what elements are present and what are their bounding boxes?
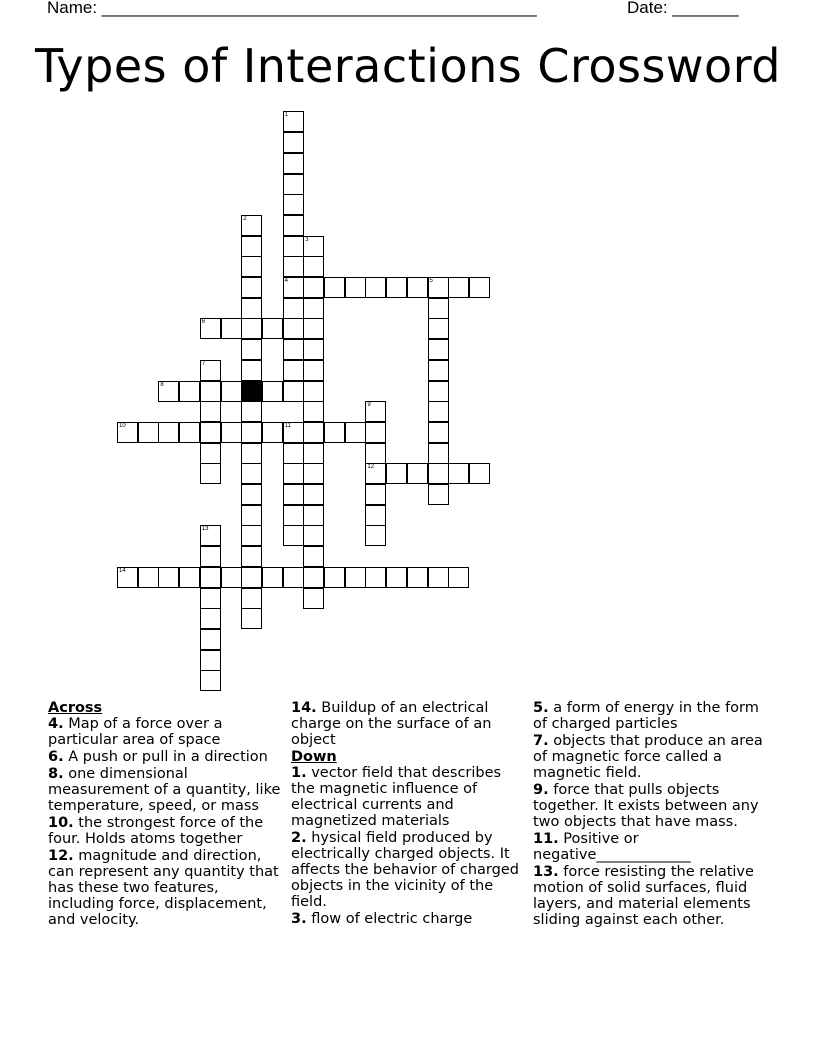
- crossword-cell[interactable]: [200, 463, 221, 484]
- crossword-cell[interactable]: [386, 463, 407, 484]
- crossword-cell[interactable]: [200, 670, 221, 691]
- crossword-cell[interactable]: [241, 463, 262, 484]
- crossword-cell[interactable]: [303, 525, 324, 546]
- crossword-cell[interactable]: [200, 422, 221, 443]
- crossword-cell[interactable]: [241, 339, 262, 360]
- crossword-cell[interactable]: [221, 318, 242, 339]
- down-clue: [533, 782, 768, 830]
- down-clue: [533, 864, 768, 928]
- crossword-cell[interactable]: [138, 422, 159, 443]
- crossword-cell[interactable]: [469, 463, 490, 484]
- crossword-cell[interactable]: [283, 381, 304, 402]
- clue-number: 6.: [48, 749, 64, 765]
- clue-number: 12.: [48, 848, 74, 864]
- crossword-cell[interactable]: [448, 463, 469, 484]
- crossword-cell[interactable]: [428, 277, 449, 298]
- crossword-cell[interactable]: [200, 318, 221, 339]
- clues-column-3: [533, 700, 768, 929]
- crossword-cell[interactable]: [303, 339, 324, 360]
- crossword-cell[interactable]: [241, 215, 262, 236]
- crossword-cell[interactable]: [365, 567, 386, 588]
- across-clue: [48, 815, 283, 847]
- crossword-cell[interactable]: [386, 567, 407, 588]
- crossword-cell[interactable]: [283, 318, 304, 339]
- down-clue: [533, 831, 768, 863]
- crossword-cell[interactable]: [448, 567, 469, 588]
- crossword-cell[interactable]: [407, 277, 428, 298]
- crossword-cell[interactable]: [428, 567, 449, 588]
- crossword-cell[interactable]: [365, 277, 386, 298]
- clue-text: Map of a force over a particular area of space: [48, 716, 223, 748]
- crossword-cell[interactable]: [200, 360, 221, 381]
- crossword-cell[interactable]: [200, 381, 221, 402]
- crossword-cell[interactable]: [428, 463, 449, 484]
- across-clue: [48, 716, 283, 748]
- crossword-cell[interactable]: [138, 567, 159, 588]
- clue-number-label: 2: [243, 215, 247, 222]
- across-clue-list: [48, 716, 283, 928]
- crossword-cell[interactable]: [428, 318, 449, 339]
- crossword-cell[interactable]: [428, 484, 449, 505]
- crossword-cell[interactable]: [262, 567, 283, 588]
- clue-number: 4.: [48, 716, 64, 732]
- clue-number-label: 7: [201, 360, 206, 367]
- crossword-cell[interactable]: [241, 422, 262, 443]
- clue-text: magnitude and direction, can represent any quantity that has these two features, including force, displacement, and velocity.: [48, 848, 279, 928]
- crossword-cell[interactable]: [241, 401, 262, 422]
- crossword-cell[interactable]: [469, 277, 490, 298]
- clue-number-label: 1: [284, 112, 288, 119]
- crossword-cell[interactable]: [283, 339, 304, 360]
- clue-number: 7.: [533, 733, 549, 749]
- crossword-cell[interactable]: [303, 277, 324, 298]
- crossword-cell[interactable]: [365, 422, 386, 443]
- crossword-cell[interactable]: [303, 443, 324, 464]
- crossword-cell[interactable]: [283, 277, 304, 298]
- across-heading: Across: [48, 700, 103, 716]
- across-clue: [48, 749, 283, 765]
- clue-number: 11.: [533, 831, 559, 847]
- crossword-cell[interactable]: [365, 401, 386, 422]
- crossword-cell[interactable]: [303, 463, 324, 484]
- crossword-cell[interactable]: [262, 422, 283, 443]
- crossword-cell[interactable]: [428, 298, 449, 319]
- crossword-cell[interactable]: [200, 608, 221, 629]
- crossword-cell[interactable]: [283, 567, 304, 588]
- crossword-cell[interactable]: [303, 505, 324, 526]
- crossword-cell[interactable]: [365, 443, 386, 464]
- clue-text: force that pulls objects together. It exists between any two objects that have mass.: [533, 782, 759, 830]
- clue-number-label: 12: [367, 464, 375, 471]
- crossword-cell[interactable]: [200, 546, 221, 567]
- crossword-cell[interactable]: [241, 256, 262, 277]
- crossword-cell[interactable]: [283, 360, 304, 381]
- crossword-cell[interactable]: [303, 588, 324, 609]
- clue-number: 14.: [291, 700, 317, 716]
- crossword-cell[interactable]: [241, 567, 262, 588]
- clue-number-label: 13: [201, 526, 209, 533]
- clue-number: 10.: [48, 815, 74, 831]
- crossword-cell[interactable]: [386, 277, 407, 298]
- name-field-label[interactable]: Name: ______________________________________________: [47, 0, 537, 17]
- crossword-cell[interactable]: [303, 360, 324, 381]
- clue-text: the strongest force of the four. Holds atoms together: [48, 815, 264, 847]
- clue-number: 8.: [48, 766, 64, 782]
- crossword-cell[interactable]: [407, 463, 428, 484]
- crossword-cell[interactable]: [241, 505, 262, 526]
- crossword-cell[interactable]: [365, 505, 386, 526]
- crossword-cell[interactable]: [200, 401, 221, 422]
- crossword-cell[interactable]: [365, 484, 386, 505]
- down-clue: [533, 733, 768, 781]
- clue-number-label: 10: [119, 422, 126, 429]
- crossword-cell[interactable]: [283, 422, 304, 443]
- clue-text: hysical field produced by electrically charged objects. It affects the behavior of charged objects in the vicinity of the field.: [291, 830, 519, 910]
- across-clue-list-continued: [291, 700, 526, 748]
- crossword-cell[interactable]: [241, 318, 262, 339]
- clue-text: Positive or negative_____________: [533, 831, 691, 863]
- clue-text: force resisting the relative motion of solid surfaces, fluid layers, and material elements sliding against each other.: [533, 864, 754, 928]
- crossword-cell[interactable]: [158, 422, 179, 443]
- crossword-cell[interactable]: [365, 525, 386, 546]
- crossword-cell[interactable]: [200, 650, 221, 671]
- crossword-cell[interactable]: [241, 360, 262, 381]
- crossword-cell[interactable]: [158, 567, 179, 588]
- crossword-cell[interactable]: [345, 277, 366, 298]
- crossword-cell[interactable]: [428, 443, 449, 464]
- crossword-cell[interactable]: [262, 381, 283, 402]
- crossword-cell[interactable]: [117, 422, 138, 443]
- clue-number: 9.: [533, 782, 549, 798]
- crossword-cell[interactable]: [241, 443, 262, 464]
- crossword-cell[interactable]: [200, 567, 221, 588]
- crossword-cell[interactable]: [283, 153, 304, 174]
- crossword-cell[interactable]: [283, 484, 304, 505]
- crossword-cell[interactable]: [303, 381, 324, 402]
- crossword-cell[interactable]: [241, 236, 262, 257]
- down-clue: [533, 700, 768, 732]
- crossword-cell[interactable]: [303, 546, 324, 567]
- crossword-cell[interactable]: [241, 546, 262, 567]
- clue-number: 3.: [291, 911, 307, 927]
- crossword-cell[interactable]: [283, 463, 304, 484]
- crossword-cell[interactable]: [283, 525, 304, 546]
- clue-number: 13.: [533, 864, 559, 880]
- crossword-cell[interactable]: [179, 422, 200, 443]
- crossword-cell[interactable]: [262, 318, 283, 339]
- crossword-cell[interactable]: [200, 588, 221, 609]
- crossword-cell[interactable]: [241, 588, 262, 609]
- clue-text: a form of energy in the form of charged particles: [533, 700, 759, 732]
- clue-number-label: 9: [367, 402, 371, 409]
- crossword-cell[interactable]: [241, 298, 262, 319]
- clue-number-label: 8: [160, 381, 164, 388]
- crossword-cell[interactable]: [303, 256, 324, 277]
- clue-text: A push or pull in a direction: [63, 749, 268, 765]
- crossword-cell[interactable]: [428, 339, 449, 360]
- clue-text: vector field that describes the magnetic influence of electrical currents and magnetized materials: [291, 765, 502, 829]
- across-clue: [291, 700, 526, 748]
- clue-number-label: 3: [305, 236, 309, 243]
- crossword-cell[interactable]: [303, 484, 324, 505]
- clue-number-label: 14: [119, 567, 126, 574]
- clue-number-label: 4: [284, 278, 288, 284]
- crossword-cell[interactable]: [448, 277, 469, 298]
- date-field-label[interactable]: Date: _______: [627, 0, 739, 17]
- crossword-cell[interactable]: [179, 567, 200, 588]
- crossword-cell[interactable]: [221, 381, 242, 402]
- crossword-cell[interactable]: [303, 567, 324, 588]
- across-clue: [48, 766, 283, 814]
- clue-text: flow of electric charge: [306, 911, 473, 927]
- crossword-cell[interactable]: [303, 422, 324, 443]
- crossword-cell[interactable]: [241, 484, 262, 505]
- clue-text: Buildup of an electrical charge on the surface of an object: [291, 700, 492, 748]
- crossword-cell[interactable]: [303, 401, 324, 422]
- down-clue: [291, 765, 526, 829]
- crossword-cell[interactable]: [283, 174, 304, 195]
- crossword-cell[interactable]: [428, 381, 449, 402]
- crossword-cell[interactable]: [407, 567, 428, 588]
- down-clue-list-continued: [533, 700, 768, 928]
- down-heading: Down: [291, 749, 337, 765]
- crossword-block-cell: [241, 381, 262, 402]
- clue-number: 2.: [291, 830, 307, 846]
- clues-column-2: [291, 700, 526, 928]
- crossword-cell[interactable]: [283, 443, 304, 464]
- crossword-cell[interactable]: [117, 567, 138, 588]
- crossword-cell[interactable]: [283, 194, 304, 215]
- clue-text: objects that produce an area of magnetic force called a magnetic field.: [533, 733, 763, 781]
- crossword-cell[interactable]: [283, 132, 304, 153]
- crossword-cell[interactable]: [283, 298, 304, 319]
- crossword-cell[interactable]: [200, 525, 221, 546]
- clue-number: 5.: [533, 700, 549, 716]
- clue-number: 1.: [291, 765, 307, 781]
- page-title: Types of Interactions Crossword: [34, 39, 782, 93]
- crossword-cell[interactable]: [221, 567, 242, 588]
- clue-number-label: 6: [201, 319, 206, 326]
- clues-column-1: [48, 700, 283, 929]
- down-clue-list: [291, 765, 526, 927]
- down-clue: [291, 830, 526, 910]
- crossword-cell[interactable]: [241, 608, 262, 629]
- crossword-cell[interactable]: [221, 422, 242, 443]
- crossword-cell[interactable]: [303, 298, 324, 319]
- crossword-cell[interactable]: [179, 381, 200, 402]
- crossword-cell[interactable]: [365, 463, 386, 484]
- crossword-cell[interactable]: [241, 277, 262, 298]
- clue-number-label: 11: [284, 422, 291, 429]
- crossword-cell[interactable]: [345, 567, 366, 588]
- crossword-cell[interactable]: [283, 505, 304, 526]
- crossword-cell[interactable]: [158, 381, 179, 402]
- crossword-cell[interactable]: [283, 256, 304, 277]
- crossword-cell[interactable]: [324, 277, 345, 298]
- clue-text: one dimensional measurement of a quantity, like temperature, speed, or mass: [48, 766, 281, 814]
- crossword-cell[interactable]: [241, 525, 262, 546]
- crossword-cell[interactable]: [428, 422, 449, 443]
- crossword-cell[interactable]: [200, 629, 221, 650]
- crossword-cell[interactable]: [324, 567, 345, 588]
- crossword-cell[interactable]: [303, 318, 324, 339]
- crossword-cell[interactable]: [428, 360, 449, 381]
- crossword-cell[interactable]: [303, 236, 324, 257]
- down-clue: [291, 911, 526, 927]
- crossword-cell[interactable]: [283, 215, 304, 236]
- crossword-cell[interactable]: [283, 111, 304, 132]
- crossword-cell[interactable]: [428, 401, 449, 422]
- crossword-cell[interactable]: [345, 422, 366, 443]
- crossword-cell[interactable]: [200, 443, 221, 464]
- clue-number-label: 5: [429, 278, 433, 284]
- across-clue: [48, 848, 283, 928]
- crossword-cell[interactable]: [324, 422, 345, 443]
- crossword-cell[interactable]: [283, 236, 304, 257]
